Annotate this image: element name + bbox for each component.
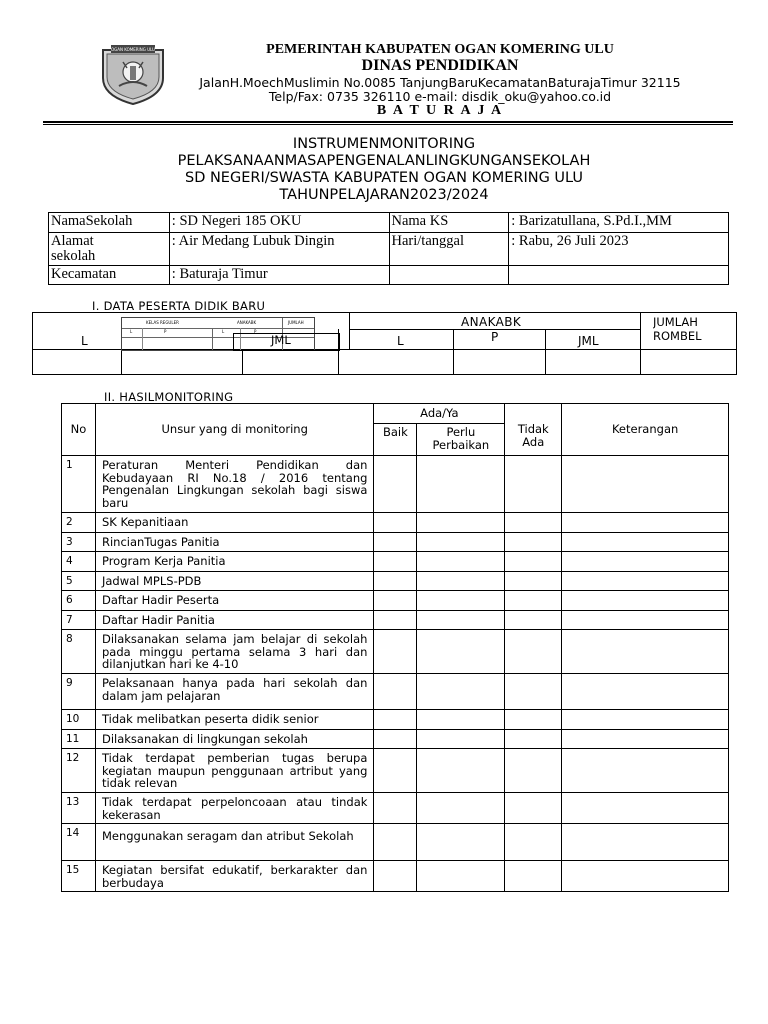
perlu-perbaikan-cell — [417, 793, 505, 824]
hari-value: : Rabu, 26 Juli 2023 — [509, 233, 729, 266]
row-number: 6 — [62, 591, 96, 611]
doc-title-1: INSTRUMENMONITORING — [292, 136, 476, 152]
tidak-ada-cell — [505, 610, 562, 630]
anakabk-label: ANAKABK — [461, 315, 522, 329]
tidak-ada-cell — [505, 552, 562, 572]
tidak-ada-cell — [505, 674, 562, 710]
mini-p: P — [254, 329, 257, 334]
row-number: 10 — [62, 710, 96, 730]
mini-kelas-reguler: KELAS REGULER — [146, 320, 179, 325]
perlu-perbaikan-cell — [417, 824, 505, 861]
mini-l: L — [130, 329, 133, 334]
table-rule — [338, 349, 339, 374]
perlu-perbaikan-cell — [417, 513, 505, 533]
row-item-text: Peraturan Menteri Pendidikan dan Kebudayaan RI No.18 / 2016 tentang Pengenalan Lingkungan sekolah bagi siswa baru — [95, 456, 373, 513]
info-row — [49, 266, 729, 285]
alamat-value: : Air Medang Lubuk Dingin — [169, 233, 389, 266]
baik-cell — [374, 749, 417, 793]
mini-anakabk: ANAKABK — [237, 320, 257, 325]
row-item-text: RincianTugas Panitia — [95, 532, 373, 552]
perlu-perbaikan-cell — [417, 456, 505, 513]
info-row — [49, 233, 729, 266]
perlu-perbaikan-cell — [417, 571, 505, 591]
tidak-ada-cell — [505, 710, 562, 730]
perlu-perbaikan-cell — [417, 591, 505, 611]
table-row — [62, 861, 729, 892]
table-row — [62, 630, 729, 674]
row-number: 1 — [62, 456, 96, 513]
table-rule — [545, 329, 546, 349]
perlu-perbaikan-cell — [417, 552, 505, 572]
perlu-perbaikan-cell — [417, 749, 505, 793]
baik-cell — [374, 610, 417, 630]
tidak-ada-cell — [505, 571, 562, 591]
col-baik: Baik — [374, 424, 417, 456]
baik-cell — [374, 630, 417, 674]
row-item-text: Dilaksanakan selama jam belajar di sekolah pada minggu pertama selama 3 hari dan dilanjutkan hari ke 4-10 — [95, 630, 373, 674]
row-number: 2 — [62, 513, 96, 533]
table-row — [62, 824, 729, 861]
keterangan-cell — [562, 824, 729, 861]
col-ada-ya: Ada/Ya — [374, 404, 505, 424]
row-number: 12 — [62, 749, 96, 793]
tidak-ada-cell — [505, 749, 562, 793]
table-rule — [640, 313, 641, 374]
keterangan-cell — [562, 861, 729, 892]
col-no: No — [62, 404, 96, 456]
hari-label: Hari/tanggal — [389, 233, 509, 266]
nama-ks-label: Nama KS — [389, 213, 509, 233]
tidak-ada-cell — [505, 591, 562, 611]
row-item-text: Tidak terdapat pemberian tugas berupa kegiatan maupun penggunaan artribut yang tidak relevan — [95, 749, 373, 793]
col-perlu-perbaikan: Perlu Perbaikan — [417, 424, 505, 456]
monitoring-table — [61, 403, 729, 892]
keterangan-cell — [562, 591, 729, 611]
row-number: 4 — [62, 552, 96, 572]
table-row — [62, 571, 729, 591]
row-number: 15 — [62, 861, 96, 892]
row-number: 7 — [62, 610, 96, 630]
row-item-text: Dilaksanakan di lingkungan sekolah — [95, 729, 373, 749]
baik-cell — [374, 456, 417, 513]
baik-cell — [374, 793, 417, 824]
row-number: 5 — [62, 571, 96, 591]
tidak-ada-cell — [505, 456, 562, 513]
baik-cell — [374, 824, 417, 861]
l-label: L — [81, 334, 88, 348]
alamat-label — [49, 233, 170, 266]
keterangan-cell — [562, 456, 729, 513]
logo-text: OGAN KOMERING ULU — [111, 47, 155, 52]
tidak-ada-cell — [505, 513, 562, 533]
header-rule-thin — [43, 124, 733, 125]
table-row — [62, 552, 729, 572]
mini-p: P — [164, 329, 167, 334]
header-address: JalanH.MoechMuslimin No.0085 TanjungBaruKecamatanBaturajaTimur 32115 — [199, 75, 681, 90]
row-item-text: Menggunakan seragam dan atribut Sekolah — [95, 824, 373, 861]
school-info-table — [48, 212, 729, 285]
jml-label-abk: JML — [578, 334, 599, 348]
header-contact: Telp/Fax: 0735 326110 e-mail: disdik_oku@yahoo.co.id — [268, 89, 612, 104]
tidak-ada-cell — [505, 861, 562, 892]
row-number: 11 — [62, 729, 96, 749]
row-item-text: Program Kerja Panitia — [95, 552, 373, 572]
section-2-title: II. HASILMONITORING — [104, 390, 234, 404]
mini-l: L — [222, 329, 225, 334]
nama-ks-value: : Barizatullana, S.Pd.I.,MM — [509, 213, 729, 233]
table-rule — [453, 329, 454, 349]
doc-title-2: PELAKSANAANMASAPENGENALANLINGKUNGANSEKOLAH — [177, 153, 591, 169]
row-number: 3 — [62, 532, 96, 552]
perlu-perbaikan-cell — [417, 729, 505, 749]
keterangan-cell — [562, 710, 729, 730]
kecamatan-label: Kecamatan — [49, 266, 170, 285]
keterangan-cell — [562, 674, 729, 710]
row-item-text: Tidak melibatkan peserta didik senior — [95, 710, 373, 730]
keterangan-cell — [562, 729, 729, 749]
empty-cell — [509, 266, 729, 285]
tidak-ada-cell — [505, 532, 562, 552]
header-agency: DINAS PENDIDIKAN — [361, 57, 519, 74]
p-label: P — [491, 330, 499, 344]
row-item-text: Daftar Hadir Panitia — [95, 610, 373, 630]
row-item-text: Kegiatan bersifat edukatif, berkarakter dan berbudaya — [95, 861, 373, 892]
table-row — [62, 674, 729, 710]
keterangan-cell — [562, 610, 729, 630]
header-rule-thick — [43, 121, 733, 123]
row-number: 8 — [62, 630, 96, 674]
perlu-perbaikan-cell — [417, 630, 505, 674]
table-row — [62, 456, 729, 513]
table-rule — [545, 349, 546, 374]
tidak-ada-cell — [505, 630, 562, 674]
perlu-perbaikan-cell — [417, 710, 505, 730]
row-item-text: Tidak terdapat perpeloncoaan atau tindak kekerasan — [95, 793, 373, 824]
alamat-label-line1: Alamat — [51, 233, 94, 249]
row-item-text: Pelaksanaan hanya pada hari sekolah dan dalam jam pelajaran — [95, 674, 373, 710]
mini-cell — [124, 333, 232, 349]
col-unsur: Unsur yang di monitoring — [95, 404, 373, 456]
keterangan-cell — [562, 552, 729, 572]
header-government: PEMERINTAH KABUPATEN OGAN KOMERING ULU — [266, 42, 614, 57]
kecamatan-value: : Baturaja Timur — [169, 266, 389, 285]
baik-cell — [374, 571, 417, 591]
baik-cell — [374, 729, 417, 749]
tidak-ada-cell — [505, 824, 562, 861]
baik-cell — [374, 861, 417, 892]
table-rule — [242, 349, 243, 374]
doc-title-4: TAHUNPELAJARAN2023/2024 — [279, 187, 489, 203]
keterangan-cell — [562, 793, 729, 824]
table-row — [62, 532, 729, 552]
row-item-text: Daftar Hadir Peserta — [95, 591, 373, 611]
perlu-perbaikan-cell — [417, 674, 505, 710]
student-data-table — [32, 312, 737, 375]
row-item-text: Jadwal MPLS-PDB — [95, 571, 373, 591]
jml-label: JML — [271, 333, 291, 347]
tidak-ada-cell — [505, 793, 562, 824]
table-rule — [122, 328, 314, 329]
keterangan-cell — [562, 532, 729, 552]
row-number: 13 — [62, 793, 96, 824]
baik-cell — [374, 674, 417, 710]
table-row — [62, 591, 729, 611]
table-row — [62, 729, 729, 749]
government-logo — [97, 42, 169, 106]
l-label-abk: L — [397, 334, 404, 348]
baik-cell — [374, 532, 417, 552]
section-1-title: I. DATA PESERTA DIDIK BARU — [92, 299, 266, 313]
tidak-ada-cell — [505, 729, 562, 749]
table-row — [62, 610, 729, 630]
keterangan-cell — [562, 513, 729, 533]
perlu-perbaikan-cell — [417, 610, 505, 630]
perlu-perbaikan-cell — [417, 532, 505, 552]
baik-cell — [374, 513, 417, 533]
col-tidak-ada: Tidak Ada — [505, 404, 562, 456]
table-rule — [453, 349, 454, 374]
jumlah-rombel-label: JUMLAH ROMBEL — [653, 315, 702, 343]
alamat-label-line2: sekolah — [51, 248, 96, 264]
info-row — [49, 213, 729, 233]
keterangan-cell — [562, 571, 729, 591]
baik-cell — [374, 710, 417, 730]
table-row — [62, 513, 729, 533]
table-header-row — [62, 404, 729, 424]
baik-cell — [374, 552, 417, 572]
nama-sekolah-value: : SD Negeri 185 OKU — [169, 213, 389, 233]
row-number: 9 — [62, 674, 96, 710]
row-item-text: SK Kepanitiaan — [95, 513, 373, 533]
table-row — [62, 749, 729, 793]
table-rule — [121, 349, 122, 374]
header-city: B A T U R A J A — [376, 103, 504, 118]
nama-sekolah-label: NamaSekolah — [49, 213, 170, 233]
table-row — [62, 710, 729, 730]
row-number: 14 — [62, 824, 96, 861]
empty-cell — [389, 266, 509, 285]
table-row — [62, 793, 729, 824]
baik-cell — [374, 591, 417, 611]
table-rule — [349, 313, 350, 349]
col-keterangan: Keterangan — [562, 404, 729, 456]
perlu-perbaikan-cell — [417, 861, 505, 892]
doc-title-3: SD NEGERI/SWASTA KABUPATEN OGAN KOMERING ULU — [184, 170, 584, 186]
keterangan-cell — [562, 630, 729, 674]
keterangan-cell — [562, 749, 729, 793]
mini-jumlah: JUMLAH — [288, 320, 304, 325]
